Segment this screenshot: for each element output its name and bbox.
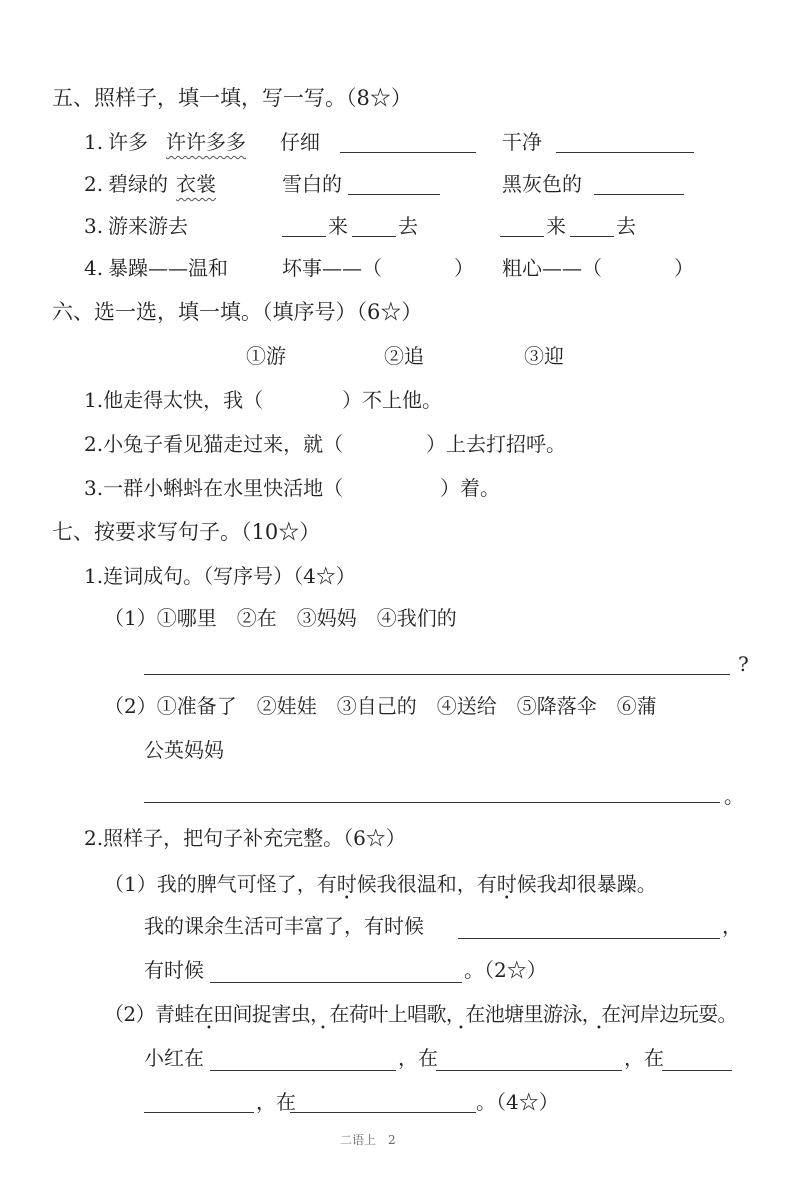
q5-1-blank-2[interactable] <box>340 152 476 153</box>
q6-2-text-a: 2.小兔子看见猫走过来，就（ <box>84 432 344 456</box>
q5-2-word-2: 雪白的 <box>282 172 342 196</box>
q5-1-example: 许许多多 <box>166 130 246 154</box>
q6-1-text-a: 1.他走得太快，我（ <box>84 388 264 412</box>
q7-2-2-fill-b: ，在 <box>398 1046 438 1070</box>
q5-3-blank-2[interactable] <box>352 236 396 237</box>
q6-3-text-b: ）着。 <box>440 476 500 500</box>
q5-3-qu: 去 <box>398 214 418 238</box>
q5-1-word: 许多 <box>108 130 148 154</box>
q7-2-2-blank-1[interactable] <box>210 1070 396 1071</box>
q7-2-2-blank-3[interactable] <box>662 1070 732 1071</box>
section-6-heading: 六、选一选，填一填。（填序号）（6☆） <box>52 300 423 324</box>
q5-2-example-a: 碧绿的 <box>108 172 168 196</box>
q7-1-2-words: （2）①准备了 ②娃娃 ③自己的 ④送给 ⑤降落伞 ⑥蒲 <box>104 694 657 718</box>
q7-1-instruction: 1.连词成句。（写序号）（4☆） <box>84 564 356 588</box>
q5-2-number: 2. <box>84 172 104 196</box>
q5-3-lai-2: 来 <box>546 214 566 238</box>
q5-4-close-2: ） <box>674 256 694 280</box>
example-text: （1）我的脾气可怪了， <box>104 872 317 896</box>
option-3: ③迎 <box>524 344 564 368</box>
q7-2-2-blank-2[interactable] <box>436 1070 622 1071</box>
q5-2-blank-3[interactable] <box>594 194 684 195</box>
emphasis-text: 有时候 <box>476 872 537 896</box>
q7-2-1-blank-2[interactable] <box>210 982 462 983</box>
q7-2-1-example <box>104 872 657 896</box>
emphasis-text: 有时候 <box>316 872 377 896</box>
example-text: 我很温和， <box>376 872 477 896</box>
q7-2-2-blank-4[interactable] <box>144 1112 254 1113</box>
option-1: ①游 <box>246 344 286 368</box>
q6-3-text-a: 3.一群小蝌蚪在水里快活地（ <box>84 476 344 500</box>
q5-2-example-b: 衣裳 <box>176 172 216 196</box>
emphasis-dot: • <box>458 1023 464 1034</box>
q5-4-number: 4. <box>84 256 104 280</box>
q7-2-1-comma: ， <box>722 914 742 938</box>
q5-1-word-3: 干净 <box>502 130 542 154</box>
q5-3-example: 游来游去 <box>108 214 188 238</box>
q6-2-text-b: ）上去打招呼。 <box>426 432 566 456</box>
q7-2-2-fill-c: ，在 <box>624 1046 664 1070</box>
q5-1-blank-3[interactable] <box>556 152 694 153</box>
q7-2-1-end: 。（2☆） <box>464 958 547 982</box>
q7-1-1-answer-line[interactable] <box>144 674 730 675</box>
q7-2-2-end: 。（4☆） <box>476 1090 559 1114</box>
q7-2-2-blank-5[interactable] <box>290 1112 476 1113</box>
q7-2-1-fill-b: 有时候 <box>144 958 204 982</box>
example-text: 我却很暴躁。 <box>536 872 657 896</box>
section-5-heading: 五、照样子，填一填，写一写。（8☆） <box>52 86 412 110</box>
q7-2-1-blank-1[interactable] <box>458 938 720 939</box>
q5-3-blank-1[interactable] <box>282 236 326 237</box>
q7-2-2-fill-d: ，在 <box>256 1090 296 1114</box>
q5-3-lai: 来 <box>328 214 348 238</box>
q7-1-1-question-mark: ? <box>738 652 749 676</box>
q5-4-word-3: 粗心——（ <box>502 256 602 280</box>
q6-1-text-b: ）不上他。 <box>342 388 442 412</box>
q5-1-word-2: 仔细 <box>280 130 320 154</box>
section-7-heading: 七、按要求写句子。（10☆） <box>52 520 321 544</box>
emphasis-dot: • <box>320 1023 326 1034</box>
q7-1-2-words-cont: 公英妈妈 <box>144 738 224 762</box>
q7-2-2-fill-a: 小红在 <box>144 1046 204 1070</box>
q5-3-blank-3[interactable] <box>500 236 544 237</box>
emphasis-dot: • <box>206 1023 212 1034</box>
q5-4-word-2: 坏事——（ <box>282 256 382 280</box>
q5-3-qu-2: 去 <box>616 214 636 238</box>
q5-2-blank-2[interactable] <box>348 194 440 195</box>
q5-3-blank-4[interactable] <box>570 236 614 237</box>
q7-1-1-words: （1）①哪里 ②在 ③妈妈 ④我们的 <box>104 606 457 630</box>
q7-2-1-fill-a: 我的课余生活可丰富了，有时候 <box>144 914 424 938</box>
emphasis-dot: • <box>596 1023 602 1034</box>
page-footer: 二语上 2 <box>340 1133 396 1147</box>
q7-2-instruction: 2.照样子，把句子补充完整。（6☆） <box>84 826 406 850</box>
q7-1-2-period: 。 <box>724 784 744 808</box>
q5-4-example: 暴躁——温和 <box>108 256 228 280</box>
option-2: ②追 <box>384 344 424 368</box>
q5-1-number: 1. <box>84 130 104 154</box>
q7-2-2-example: （2）青蛙在田间捉害虫，在荷叶上唱歌，在池塘里游泳，在河岸边玩耍。 <box>104 1002 737 1026</box>
q5-3-number: 3. <box>84 214 104 238</box>
q7-1-2-answer-line[interactable] <box>144 802 720 803</box>
q5-4-close-1: ） <box>454 256 474 280</box>
q5-2-word-3: 黑灰色的 <box>502 172 582 196</box>
